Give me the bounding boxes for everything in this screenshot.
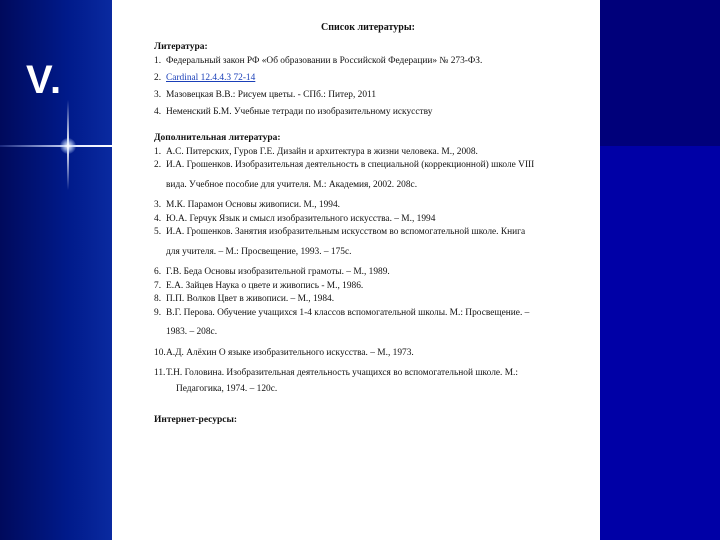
item-number: 6. xyxy=(154,267,162,277)
item-text-line: В.Г. Перова. Обучение учащихся 1-4 классов вспомогательной школы. М.: Просвещение. – xyxy=(166,307,530,318)
bibliography-content xyxy=(154,22,564,429)
item-number: 4. xyxy=(154,107,162,117)
list-item xyxy=(154,73,564,85)
item-number: 10. xyxy=(154,347,166,358)
main-literature-list xyxy=(154,56,564,119)
page-title: Список литературы: xyxy=(321,22,415,33)
left-decorative-panel xyxy=(0,0,112,540)
main-literature-heading: Литература: xyxy=(154,42,208,52)
item-number: 3. xyxy=(154,200,162,210)
item-text: Ю.А. Герчук Язык и смысл изобразительного искусства. – М., 1994 xyxy=(166,213,436,224)
list-item xyxy=(154,348,564,360)
item-text: Е.А. Зайцев Наука о цвете и живопись - М., 1986. xyxy=(166,280,364,291)
list-item xyxy=(154,227,564,258)
item-text-line: И.А. Грошенков. Занятия изобразительным искусством во вспомогательной школе. Книга xyxy=(166,227,526,237)
internet-resources-heading: Интернет-ресурсы: xyxy=(154,415,238,425)
item-text: Федеральный закон РФ «Об образовании в Российской Федерации» № 273-ФЗ. xyxy=(166,56,483,66)
item-text: А.Д. Алёхин О языке изобразительного искусства. – М., 1973. xyxy=(166,347,414,358)
item-number: 1. xyxy=(154,146,162,157)
item-text-continuation: Педагогика, 1974. – 120с. xyxy=(176,383,278,394)
additional-literature-heading: Дополнительная литература: xyxy=(154,132,281,143)
list-item xyxy=(154,160,564,191)
list-item xyxy=(154,281,564,293)
item-text: М.К. Парамон Основы живописи. М., 1994. xyxy=(166,200,340,210)
item-number: 8. xyxy=(154,294,162,304)
list-item xyxy=(154,368,564,395)
list-item xyxy=(154,107,564,119)
right-panel-lower-block xyxy=(600,146,720,540)
item-number: 2. xyxy=(154,160,162,170)
list-item xyxy=(154,308,564,339)
decorative-line-horizontal xyxy=(0,145,112,147)
item-number: 4. xyxy=(154,213,162,224)
item-text-continuation: для учителя. – М.: Просвещение, 1993. – 175с. xyxy=(166,246,352,257)
item-text: Г.В. Беда Основы изобразительной грамоты. – М., 1989. xyxy=(166,267,390,277)
item-text-line: И.А. Грошенков. Изобразительная деятельность в специальной (коррекционной) школе VIII xyxy=(166,160,535,170)
list-item xyxy=(154,90,564,102)
item-number: 2. xyxy=(154,73,162,83)
list-item xyxy=(154,200,564,212)
item-number: 5. xyxy=(154,227,162,237)
item-text-line: Т.Н. Головина. Изобразительная деятельность учащихся во вспомогательной школе. М.: xyxy=(166,368,519,378)
list-item xyxy=(154,56,564,68)
item-number: 7. xyxy=(154,280,162,291)
item-number: 1. xyxy=(154,56,162,66)
cardinal-link[interactable]: Cardinal 12.4.4.3 72-14 xyxy=(166,73,256,83)
item-text: А.С. Питерских, Гуров Г.Е. Дизайн и архитектура в жизни человека. М., 2008. xyxy=(166,146,478,157)
item-number: 11. xyxy=(154,368,166,378)
item-number: 3. xyxy=(154,90,162,100)
item-text: П.П. Волков Цвет в живописи. – М., 1984. xyxy=(166,294,335,304)
item-text: Неменский Б.М. Учебные тетради по изобразительному искусству xyxy=(166,107,433,117)
sparkle-icon xyxy=(60,138,76,154)
right-decorative-panel xyxy=(600,0,720,540)
slide-number: V. xyxy=(26,58,63,102)
item-text xyxy=(166,160,564,191)
item-text xyxy=(166,368,564,395)
item-text-continuation: 1983. – 208с. xyxy=(166,327,218,337)
item-text xyxy=(166,308,564,339)
item-text-continuation: вида. Учебное пособие для учителя. М.: Академия, 2002. 208с. xyxy=(166,179,418,190)
item-text: Мазовецкая В.В.: Рисуем цветы. - СПб.: Питер, 2011 xyxy=(166,90,377,100)
list-item xyxy=(154,267,564,279)
additional-literature-list xyxy=(154,147,564,396)
list-item xyxy=(154,294,564,306)
item-text xyxy=(166,227,564,258)
list-item xyxy=(154,147,564,159)
bibliography-page xyxy=(112,0,600,540)
item-number: 9. xyxy=(154,307,162,318)
list-item xyxy=(154,214,564,226)
